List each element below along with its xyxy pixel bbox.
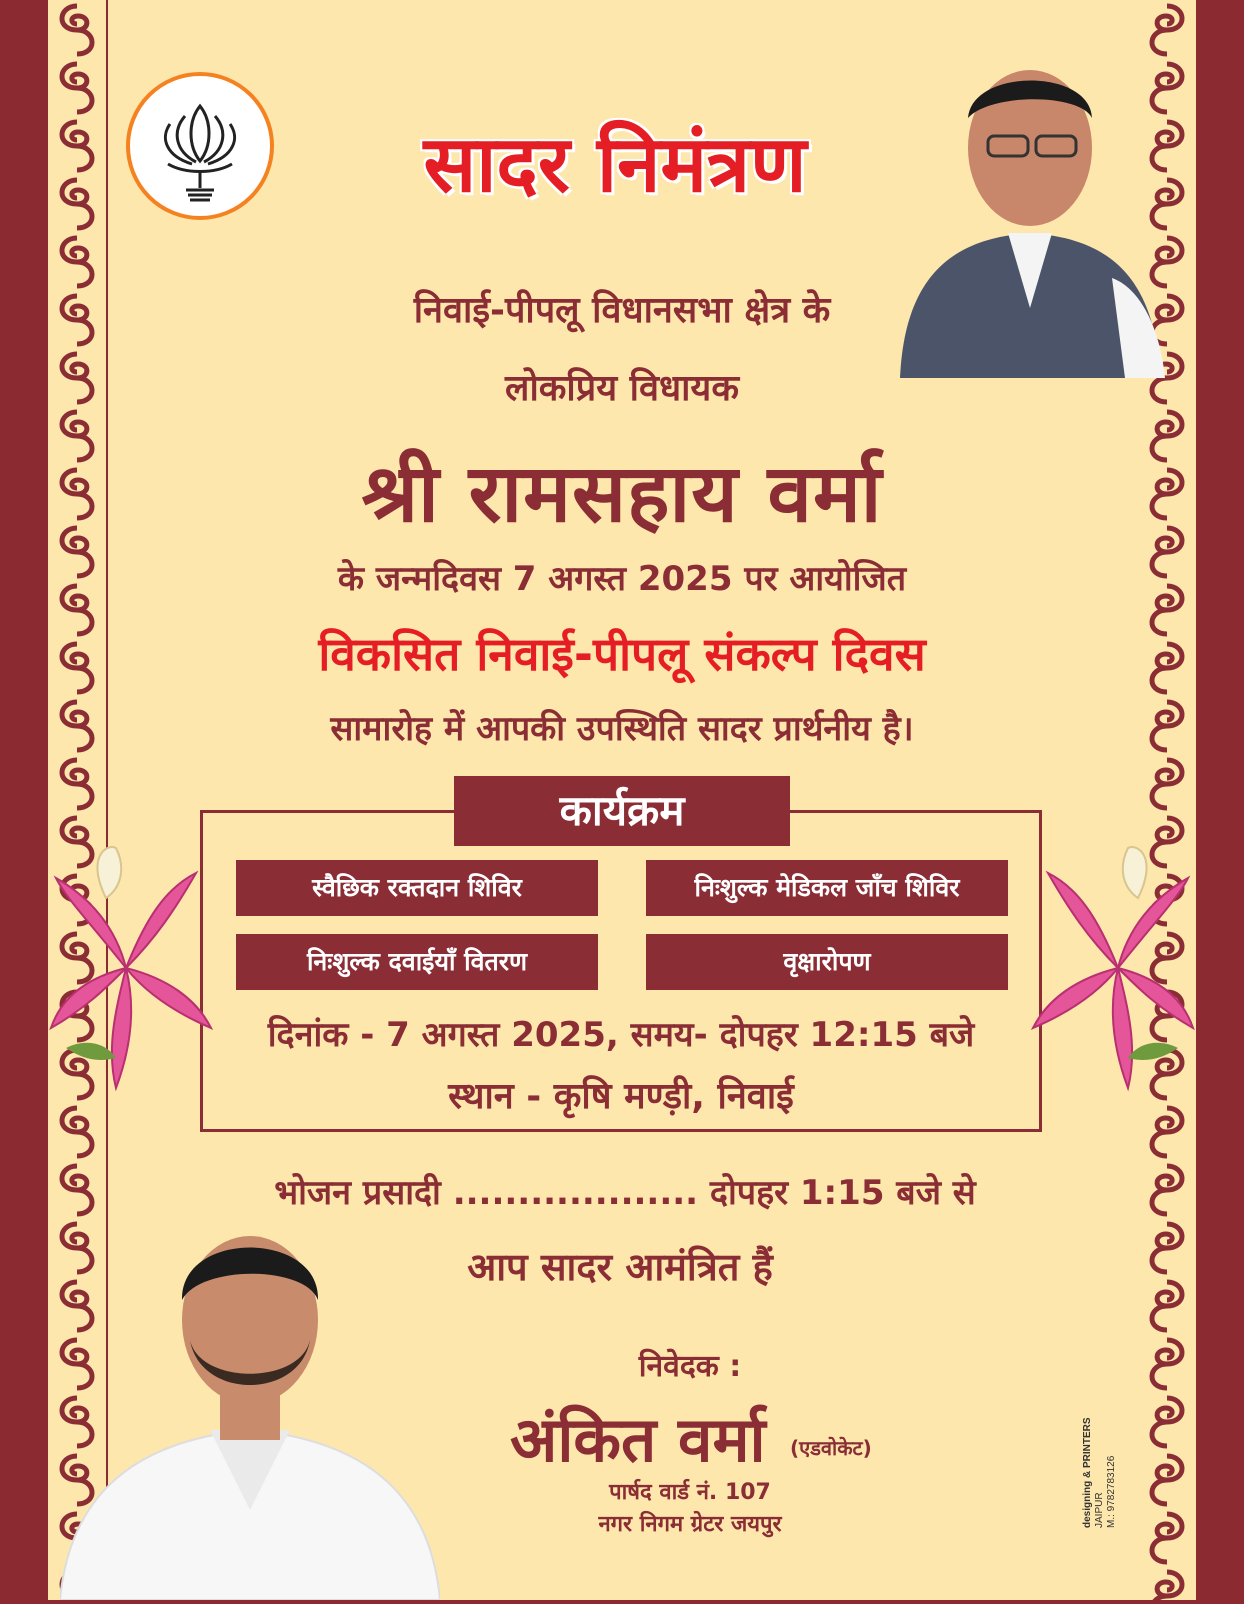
event-title: विकसित निवाई-पीपलू संकल्प दिवस [318, 627, 926, 681]
printer-brand: designing & PRINTERS [1082, 1417, 1093, 1528]
venue-line: स्थान - कृषि मण्ड़ी, निवाई [448, 1076, 794, 1117]
host-photo [60, 1210, 440, 1600]
program-item: स्वैछिक रक्तदान शिविर [236, 860, 598, 916]
bhojan-line: भोजन प्रसादी ................... दोपहर 1:15 बजे से [274, 1173, 976, 1213]
host-name: अंकित वर्मा [510, 1403, 766, 1476]
printer-city: JAIPUR [1094, 1492, 1105, 1528]
intro-line-request: सामारोह में आपकी उपस्थिति सादर प्रार्थनीय है। [330, 709, 914, 749]
mla-name: श्री रामसहाय वर्मा [361, 447, 883, 540]
lily-flower-icon [46, 838, 216, 1098]
date-time-line: दिनांक - 7 अगस्त 2025, समय- दोपहर 12:15 बजे [267, 1015, 975, 1055]
intro-line-constituency: निवाई-पीपलू विधानसभा क्षेत्र के [413, 290, 831, 331]
host-title: (एडवोकेट) [790, 1436, 872, 1460]
intro-line-mla: लोकप्रिय विधायक [505, 368, 739, 409]
invite-line: आप सादर आमंत्रित हैं [467, 1245, 773, 1289]
nivedak-label: निवेदक : [638, 1349, 742, 1384]
party-logo [126, 72, 274, 220]
program-heading: कार्यक्रम [454, 776, 790, 846]
printer-mobile: M.: 9782783126 [1106, 1455, 1117, 1528]
program-item: निःशुल्क मेडिकल जाँच शिविर [646, 860, 1008, 916]
lotus-icon [130, 76, 270, 216]
page-title: सादर निमंत्रण [423, 120, 807, 210]
host-ward: पार्षद वार्ड नं. 107 [609, 1480, 771, 1505]
host-nigam: नगर निगम ग्रेटर जयपुर [598, 1512, 782, 1537]
program-item: निःशुल्क दवाईयाँ वितरण [236, 934, 598, 990]
lily-flower-icon [1028, 838, 1198, 1098]
program-item: वृक्षारोपण [646, 934, 1008, 990]
printer-credit [1060, 1360, 1140, 1530]
intro-line-birthday: के जन्मदिवस 7 अगस्त 2025 पर आयोजित [337, 559, 907, 599]
